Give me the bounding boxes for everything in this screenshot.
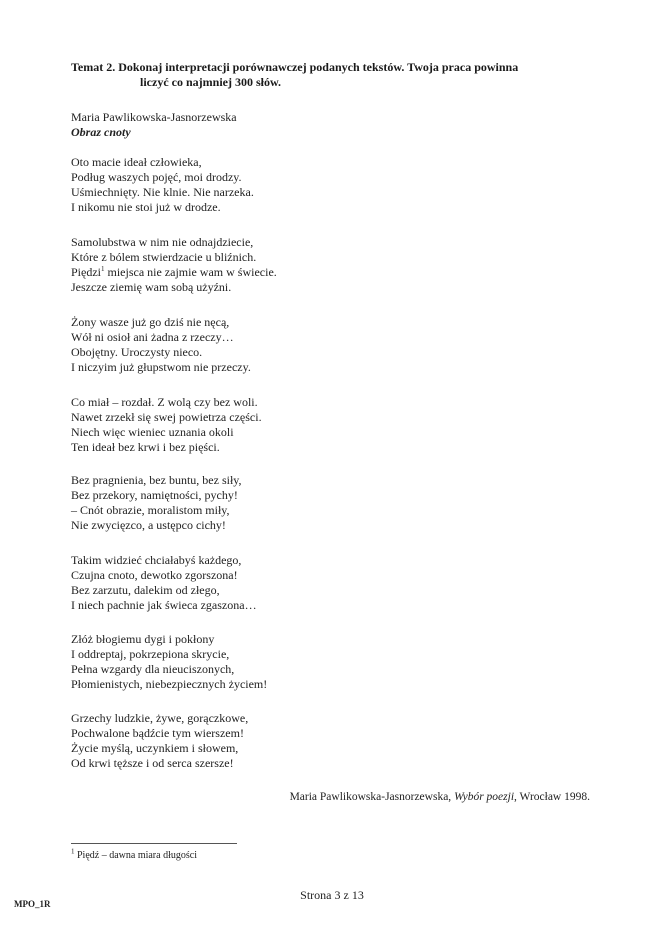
poem-line: Od krwi tęższe i od serca szersze! bbox=[71, 756, 234, 770]
topic-heading bbox=[71, 60, 611, 90]
poem-line: Życie myślą, uczynkiem i słowem, bbox=[71, 741, 239, 755]
poem-line: Uśmiechnięty. Nie klnie. Nie narzeka. bbox=[71, 185, 254, 199]
stanza-6 bbox=[71, 553, 257, 613]
poem-line: Płomienistych, niebezpiecznych życiem! bbox=[71, 677, 268, 691]
poem-line: Żony wasze już go dziś nie nęcą, bbox=[71, 315, 230, 329]
source-author: Maria Pawlikowska-Jasnorzewska, bbox=[289, 791, 455, 803]
topic-line-2: liczyć co najmniej 300 słów. bbox=[140, 75, 281, 89]
stanza-7 bbox=[71, 632, 267, 692]
poem-line-with-footnote bbox=[71, 265, 277, 280]
poem-line: Wół ni osioł ani żadna z rzeczy… bbox=[71, 330, 234, 344]
poem-line: Nie zwycięzco, a ustępco cichy! bbox=[71, 518, 226, 532]
poem-line: Takim widzieć chciałabyś każdego, bbox=[71, 553, 242, 567]
poem-line: – Cnót obrazie, moralistom miły, bbox=[71, 503, 230, 517]
poem-source bbox=[290, 790, 590, 805]
stanza-1 bbox=[71, 155, 254, 215]
footnote bbox=[71, 848, 197, 863]
poem-line: Niech więc wieniec uznania okoli bbox=[71, 425, 234, 439]
source-place-year: , Wrocław 1998. bbox=[514, 791, 590, 803]
poem-line: Ten ideał bez krwi i bez pięści. bbox=[71, 440, 220, 454]
poem-line: Pełna wzgardy dla nieuciszonych, bbox=[71, 662, 235, 676]
source-book-title: Wybór poezji bbox=[454, 791, 515, 803]
exam-code: MPO_1R bbox=[14, 899, 51, 909]
stanza-4 bbox=[71, 395, 262, 455]
footnote-mark: 1 bbox=[71, 847, 75, 856]
stanza-3 bbox=[71, 315, 251, 375]
poem-title: Obraz cnoty bbox=[71, 125, 131, 139]
stanza-2 bbox=[71, 235, 277, 295]
footnote-reference: 1 bbox=[101, 265, 105, 273]
poem-line: Co miał – rozdał. Z wolą czy bez woli. bbox=[71, 395, 258, 409]
poem-line: Złóż błogiemu dygi i pokłony bbox=[71, 632, 215, 646]
poem-line: Grzechy ludzkie, żywe, gorączkowe, bbox=[71, 711, 249, 725]
footnote-divider bbox=[71, 843, 237, 844]
poem-line: Pochwalone bądźcie tym wierszem! bbox=[71, 726, 244, 740]
poem-line: I oddreptaj, pokrzepiona skrycie, bbox=[71, 647, 230, 661]
poem-author: Maria Pawlikowska-Jasnorzewska bbox=[71, 110, 237, 124]
poem-line: I niczyim już głupstwom nie przeczy. bbox=[71, 360, 251, 374]
poem-line: Bez zarzutu, dalekim od złego, bbox=[71, 583, 220, 597]
poem-line: I niech pachnie jak świeca zgaszona… bbox=[71, 598, 257, 612]
poem-line: I nikomu nie stoi już w drodze. bbox=[71, 200, 221, 214]
poem-line-end: miejsca nie zajmie wam w świecie. bbox=[104, 265, 277, 279]
footnote-text: Piędź – dawna miara długości bbox=[74, 850, 197, 861]
topic-line-1: Temat 2. Dokonaj interpretacji porównawczej podanych tekstów. Twoja praca powinna bbox=[71, 60, 519, 74]
stanza-8 bbox=[71, 711, 248, 771]
poem-line: Które z bólem stwierdzacie u bliźnich. bbox=[71, 250, 257, 264]
poem-line: Samolubstwa w nim nie odnajdziecie, bbox=[71, 235, 254, 249]
page-number: Strona 3 z 13 bbox=[300, 888, 364, 902]
poem-line: Bez przekory, namiętności, pychy! bbox=[71, 488, 238, 502]
poem-line: Nawet zrzekł się swej powietrza części. bbox=[71, 410, 262, 424]
poem-line: Bez pragnienia, bez buntu, bez siły, bbox=[71, 473, 242, 487]
poem-line: Podług waszych pojęć, moi drodzy. bbox=[71, 170, 242, 184]
stanza-5 bbox=[71, 473, 242, 533]
poem-line: Czujna cnoto, dewotko zgorszona! bbox=[71, 568, 238, 582]
poem-line: Obojętny. Uroczysty nieco. bbox=[71, 345, 203, 359]
poem-line: Jeszcze ziemię wam sobą użyźni. bbox=[71, 280, 232, 294]
poem-line: Oto macie ideał człowieka, bbox=[71, 155, 202, 169]
poem-line-start: Piędzi bbox=[71, 265, 101, 279]
